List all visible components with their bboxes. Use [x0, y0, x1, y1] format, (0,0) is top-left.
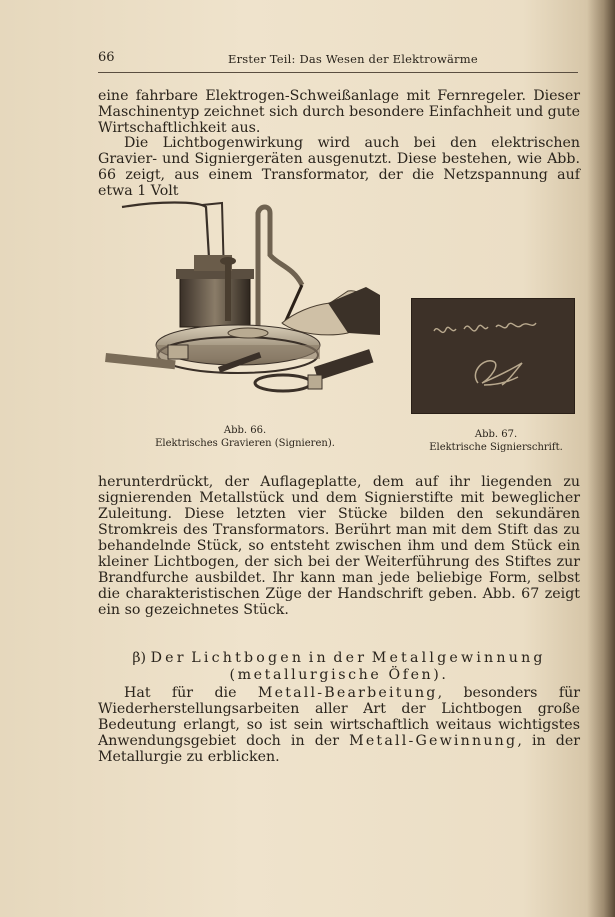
section-word-5: Metallgewinnung: [371, 650, 546, 666]
figure-67-label: Abb. 67.: [474, 429, 518, 440]
paragraph-4-text: [98, 685, 580, 765]
section-heading: [98, 650, 580, 684]
section-subtitle: (metallurgische Öfen).: [229, 667, 449, 683]
paragraph-4-emphasis-2: Metall-Gewinnung: [349, 733, 518, 749]
paragraph-4-part-2: , besonders für Wiederherstellungsarbeiten aller Art der Lichtbogen große Bedeutung erlangt, so ist sein wirtschaftlich weitaus wichtigstes Anwendungsgebiet doch in der: [98, 685, 580, 749]
section-title: [98, 650, 580, 667]
figure-66-engraving-apparatus: [98, 195, 380, 413]
paragraph-4: [98, 685, 580, 765]
page-header: [98, 48, 578, 73]
paragraph-1: [98, 88, 580, 136]
page-number: 66: [98, 50, 115, 65]
figure-67-signature-plate: [411, 298, 575, 414]
section-marker: β): [132, 650, 147, 666]
book-spine-shadow: [587, 0, 615, 917]
signature-scribble-icon: [412, 299, 574, 413]
figure-66-caption-text: Elektrisches Gravieren (Signieren).: [155, 438, 335, 449]
paragraph-2-text: Die Lichtbogenwirkung wird auch bei den elektrischen Gravier- und Signiergeräten ausgenutzt. Diese bestehen, wie Abb. 66 zeigt, aus einem Transformator, der die Netzspannung auf etwa 1 Volt: [98, 135, 580, 199]
section-word-1: Der: [150, 650, 187, 666]
paragraph-2: [98, 135, 580, 199]
running-head: Erster Teil: Das Wesen der Elektrowärme: [228, 52, 478, 66]
paragraph-4-part-3: , in der Metallurgie zu erblicken.: [98, 733, 580, 765]
section-word-3: in: [308, 650, 329, 666]
paragraph-3-text: herunterdrückt, der Auflageplatte, dem auf ihr liegenden zu signierenden Metallstück und dem Signierstifte mit beweglicher Zuleitung. Diese letzten vier Stücke bilden den sekundären Stromkreis des Transformators. Berührt man mit dem Stift das zu behandelnde Stück, so entsteht zwischen ihm und dem Stück ein kleiner Lichtbogen, der sich bei der Weiterführung des Stiftes zur Brandfurche ausbildet. Ihr kann man jede beliebige Form, selbst die charakteristischen Züge der Handschrift geben. Abb. 67 zeigt ein so gezeichnetes Stück.: [98, 474, 580, 618]
paragraph-1-text: eine fahrbare Elektrogen-Schweißanlage mit Fernregeler. Dieser Maschinentyp zeichnet sich durch besondere Einfachheit und gute Wirtschaftlichkeit aus.: [98, 88, 581, 136]
paragraph-4-part-1: Hat für die: [124, 685, 237, 701]
section-word-2: Lichtbogen: [191, 650, 305, 666]
paragraph-4-emphasis-1: Metall-Bearbeitung: [257, 685, 438, 701]
figure-66-label: Abb. 66.: [223, 425, 267, 436]
figure-66-caption: [140, 424, 350, 450]
paragraph-3: [98, 474, 580, 618]
section-word-4: der: [333, 650, 368, 666]
figure-67-caption: [410, 428, 582, 454]
figure-67-caption-text: Elektrische Signierschrift.: [429, 442, 563, 453]
